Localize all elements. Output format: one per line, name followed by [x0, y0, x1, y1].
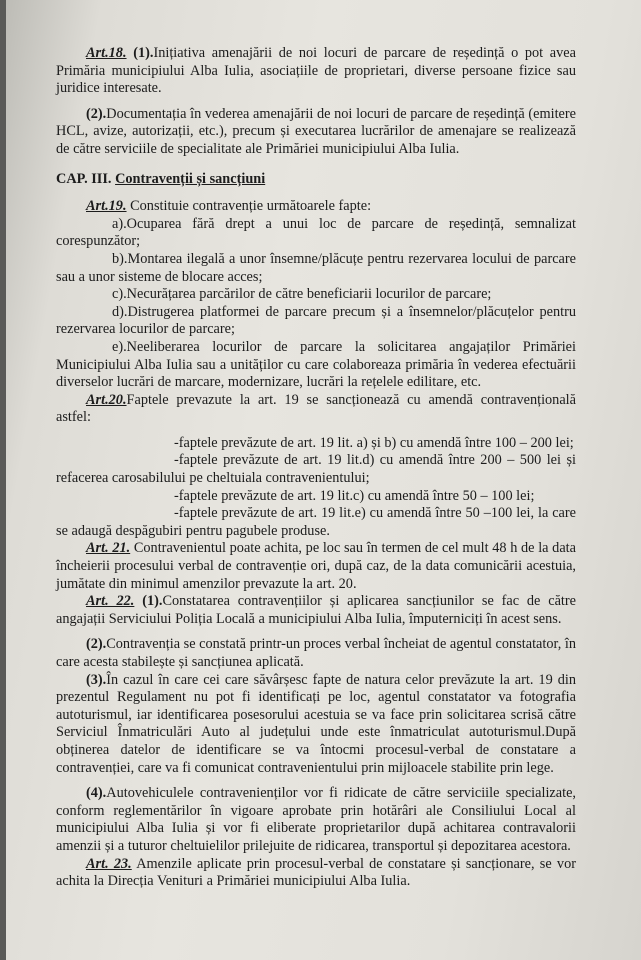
list-item: d).Distrugerea platformei de parcare precum și a însemnelor/plăcuțelor pentru rezervarea locurilor de parcare;: [56, 303, 576, 338]
paragraph-art-22-3: [56, 672, 576, 778]
paragraph-art-21: [56, 540, 576, 593]
paragraph-number: (1).: [142, 593, 163, 610]
list-item: c).Necurățarea parcărilor de către beneficiarii locurilor de parcare;: [112, 286, 492, 303]
list-item: b).Montarea ilegală a unor însemne/plăcuțe pentru rezervarea locului de parcare sau a unor sisteme de blocare acces;: [56, 250, 576, 285]
article-label: Art.18.: [86, 45, 127, 61]
paragraph-art-22-1: [56, 593, 576, 628]
paragraph-text: Faptele prevazute la art. 19 se sancționează cu amendă contravențională astfel:: [56, 391, 576, 426]
paragraph-art-20: [56, 392, 576, 427]
paragraph-text: Constituie contravenție următoarele fapte:: [130, 198, 372, 215]
article-label: Art.20.: [86, 391, 127, 408]
paragraph-text: Contravenientul poate achita, pe loc sau în termen de cel mult 48 h de la data încheierii procesului verbal de contravenție ori, după caz, de la data comunicării acestuia, jumătate din minimul amenzilor prevazute la art. 20.: [56, 540, 576, 592]
paragraph-text: Amenzile aplicate prin procesul-verbal de constatare și sancționare, se vor achita la Direcția Venituri a Primăriei municipiului Alba Iulia.: [56, 855, 576, 890]
paragraph-art-23: [56, 856, 576, 891]
paragraph-art-22-4: [56, 785, 576, 855]
article-label: Art. 21.: [86, 540, 131, 557]
article-label: Art. 23.: [86, 855, 132, 872]
chapter-heading: [56, 171, 576, 189]
list-item: -faptele prevăzute de art. 19 lit.e) cu amendă între 50 –100 lei, la care se adaugă despăgubiri pentru pagubele produse.: [56, 505, 576, 539]
document-body: [56, 45, 576, 891]
paragraph-art-18-2: [56, 106, 576, 159]
paragraph-number: (2).: [86, 105, 107, 122]
paragraph-text: Inițiativa amenajării de noi locuri de parcare de reședință o pot avea Primăria municipiului Alba Iulia, asociațiile de proprietari, diverse persoane fizice sau juridice interesate.: [56, 45, 576, 97]
chapter-label: CAP. III.: [56, 170, 112, 187]
list-item: -faptele prevăzute de art. 19 lit.d) cu amendă între 200 – 500 lei și refacerea carosabilului pe cheltuiala contravenientului;: [56, 452, 576, 487]
paragraph-art-18-1: [56, 45, 576, 98]
article-label: Art.19.: [86, 198, 127, 215]
paragraph-number: (1).: [133, 45, 154, 61]
paragraph-number: (4).: [86, 785, 107, 802]
paragraph-text: Documentația în vederea amenajării de noi locuri de parcare de reședință (emitere HCL, avize, autorizații, etc.), precum și executarea lucrărilor de amenajare se realizează de către serviciile de specialitate ale Primăriei municipiului Alba Iulia.: [56, 105, 576, 157]
list-item: e).Neeliberarea locurilor de parcare la solicitarea angajaților Primăriei Municipiului Alba Iulia sau a unităților cu care colaboreaza primăria în vederea efectuării diverselor lucrări de marcare, modernizare, lucrări la rețelele edilitare, etc.: [56, 338, 576, 391]
paragraph-number: (3).: [86, 671, 107, 688]
paragraph-art-19: [56, 198, 576, 216]
document-page: [6, 0, 641, 960]
paragraph-text: Constatarea contravențiilor și aplicarea sancțiunilor se fac de către angajații Serviciului Poliția Locală a municipiului Alba Iulia, împuterniciți în acest sens.: [56, 593, 577, 627]
chapter-title: Contravenții și sancțiuni: [115, 170, 266, 187]
paragraph-text: Contravenția se constată printr-un proces verbal încheiat de agentul constatator, în care acesta stabilește și sancțiunea aplicată.: [56, 636, 576, 670]
list-item: -faptele prevăzute de art. 19 lit. a) și b) cu amendă între 100 – 200 lei;: [174, 434, 574, 451]
article-label: Art. 22.: [86, 593, 135, 610]
paragraph-text: În cazul în care cei care săvârșesc fapte de natura celor prevăzute la art. 19 din prezentul Regulament nu pot fi identificați pe loc, agentul constatator va fotografia autoturismul, iar identificarea posesorului acestuia se va face prin solicitarea scrisă către Serviciul Înmatriculări Auto al județului unde este înmatriculat autoturismul.După obținerea datelor de identificare se va întocmi procesul-verbal de constatare a contravenției, care va fi comunicat contravenientului prin mijloacele stabilite prin lege.: [56, 671, 576, 776]
paragraph-number: (2).: [86, 636, 107, 653]
paragraph-art-22-2: [56, 636, 576, 671]
list-item: a).Ocuparea fără drept a unui loc de parcare de reședință, semnalizat corespunzător;: [56, 215, 576, 250]
list-item: -faptele prevăzute de art. 19 lit.c) cu amendă între 50 – 100 lei;: [174, 487, 535, 504]
paragraph-text: Autovehiculele contravenienților vor fi ridicate de către serviciile specializate, conform reglementărilor în vigoare aprobate prin hotărâri ale Consiliului Local al municipiului Alba Iulia și vor fi eliberate proprietarilor după achitarea contravalorii amenzii și a tuturor cheltuielilor prilejuite de ridicarea, transportul și depozitarea acestora.: [56, 785, 576, 854]
